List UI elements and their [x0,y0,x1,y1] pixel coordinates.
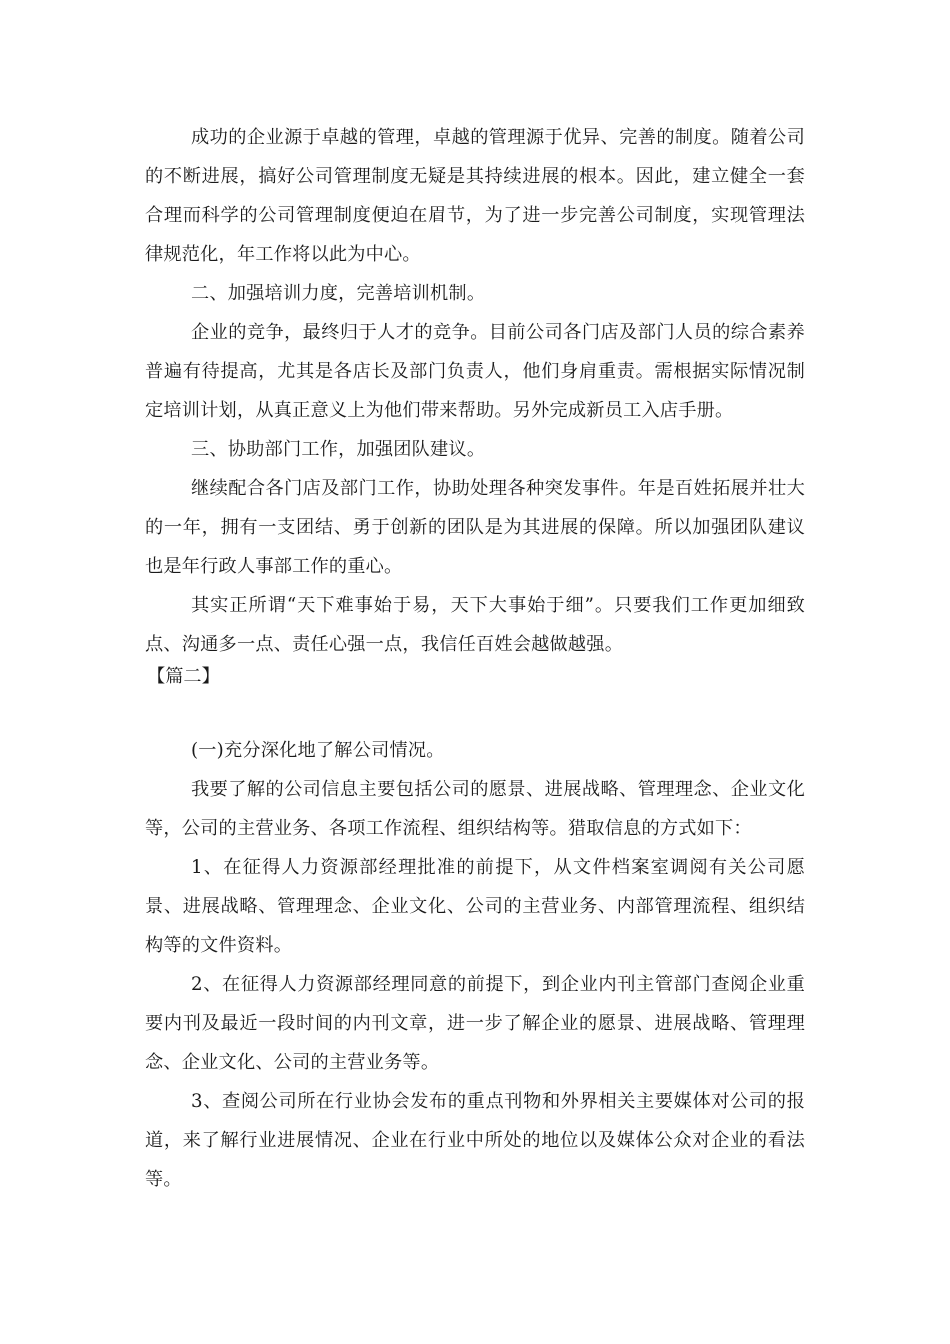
part-one-body [145,118,805,664]
list-item-3: 3、查阅公司所在行业协会发布的重点刊物和外界相关主要媒体对公司的报道，来了解行业进展情况、企业在行业中所处的地位以及媒体公众对企业的看法等。 [145,1091,805,1190]
paragraph-training: 企业的竞争，最终归于人才的竞争。目前公司各门店及部门人员的综合素养普遍有待提高，尤其是各店长及部门负责人，他们身肩重责。需根据实际情况制定培训计划，从真正意义上为他们带来帮助。另外完成新员工入店手册。 [145,322,805,421]
paragraph-team: 继续配合各门店及部门工作，协助处理各种突发事件。年是百姓拓展并壮大的一年，拥有一支团结、勇于创新的团队是为其进展的保障。所以加强团队建议也是年行政人事部工作的重心。 [145,478,805,577]
heading-team: 三、协助部门工作，加强团队建议。 [191,439,486,460]
heading-understand-company: (一)充分深化地了解公司情况。 [191,740,445,761]
heading-training: 二、加强培训力度，完善培训机制。 [191,283,486,304]
paragraph-management-system: 成功的企业源于卓越的管理，卓越的管理源于优异、完善的制度。随着公司的不断进展，搞好公司管理制度无疑是其持续进展的根本。因此，建立健全一套合理而科学的公司管理制度便迫在眉节，为了进一步完善公司制度，实现管理法律规范化，年工作将以此为中心。 [145,127,805,265]
section-heading: 【篇二】 [147,666,220,687]
list-item-1: 1、在征得人力资源部经理批准的前提下，从文件档案室调阅有关公司愿景、进展战略、管理理念、企业文化、公司的主营业务、内部管理流程、组织结构等的文件资料。 [145,857,805,956]
part-two-body [145,731,805,1199]
paragraph-company-info: 我要了解的公司信息主要包括公司的愿景、进展战略、管理理念、企业文化等，公司的主营业务、各项工作流程、组织结构等。猎取信息的方式如下： [145,779,805,839]
paragraph-conclusion: 其实正所谓“天下难事始于易，天下大事始于细”。只要我们工作更加细致点、沟通多一点、责任心强一点，我信任百姓会越做越强。 [145,595,805,655]
list-item-2: 2、在征得人力资源部经理同意的前提下，到企业内刊主管部门查阅企业重要内刊及最近一段时间的内刊文章，进一步了解企业的愿景、进展战略、管理理念、企业文化、公司的主营业务等。 [145,974,805,1073]
